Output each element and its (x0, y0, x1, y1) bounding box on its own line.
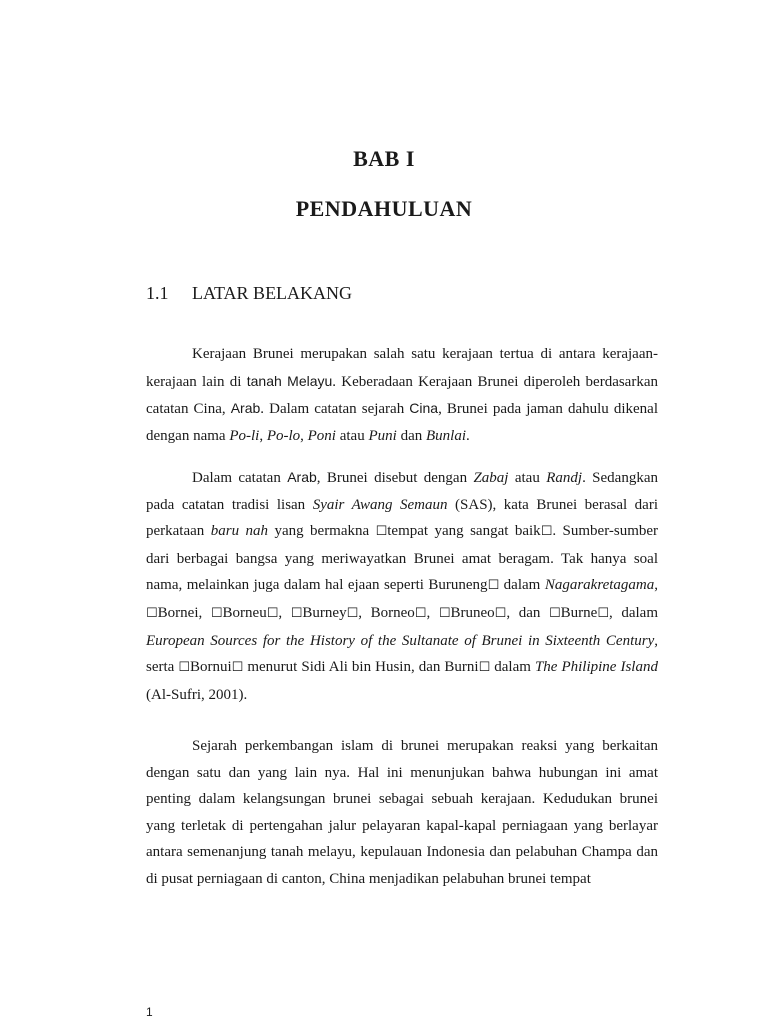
text: atau (508, 470, 547, 486)
paragraph-2 (146, 464, 658, 708)
text: . Dalam catatan sejarah (260, 401, 410, 418)
text: Burne (560, 604, 598, 621)
text: , (426, 604, 439, 621)
text: Bornei, (157, 604, 211, 621)
chapter-number: BAB I (353, 146, 415, 171)
section-heading (146, 283, 352, 304)
page-number: 1 (146, 1005, 153, 1019)
missing-glyph-box: ☐ (438, 605, 451, 621)
text: Bruneo (450, 604, 495, 621)
text: Po-li (229, 427, 260, 444)
text: , dan (506, 604, 549, 621)
text: . Sedangkan pada catatan tradisi lisan (146, 470, 658, 513)
text: Bunlai (425, 427, 466, 444)
missing-glyph-box: ☐ (414, 605, 427, 621)
text: Arab (230, 400, 261, 417)
text: Sejarah perkembangan islam di brunei merupakan reaksi yang berkaitan dengan satu dan yang lain nya. Hal ini menunjukan bahwa hubungan ini amat penting dalam kelangsungan brunei sebagai sebuah kerajaan. Kedudukan brunei yang terletak di pertengahan jalur pelayaran kapal-kapal perniagaan yang berlayar antara semenanjung tanah melayu, kepulauan Indonesia dan pelabuhan Champa dan di pusat perniagaan di canton, China menjadikan pelabuhan brunei tempat (146, 738, 658, 887)
text: , Brunei disebut dengan (316, 470, 474, 486)
text: Borneu (222, 604, 267, 621)
text: Puni (368, 427, 397, 444)
text: tempat yang sangat baik (387, 523, 541, 540)
missing-glyph-box: ☐ (487, 578, 500, 594)
missing-glyph-box: ☐ (290, 605, 303, 621)
text: menurut Sidi Ali bin Husin, dan Burni (243, 659, 479, 676)
text: Syair Awang Semaun (312, 496, 448, 513)
missing-glyph-box: ☐ (540, 524, 553, 540)
text: dalam (499, 577, 545, 594)
missing-glyph-box: ☐ (266, 605, 279, 621)
section-number: 1.1 (146, 283, 169, 303)
text: Randj (546, 470, 583, 486)
text: Zabaj (473, 470, 509, 486)
text: Kerajaan Brunei merupakan salah satu kerajaan tertua di antara kerajaan-kerajaan lain di (146, 346, 658, 390)
missing-glyph-box: ☐ (210, 605, 223, 621)
text: . Keberadaan Kerajaan Brunei diperoleh berdasarkan catatan Cina, (146, 373, 658, 418)
text: Burney (302, 604, 347, 621)
text: Nagarakretagama (544, 577, 655, 594)
missing-glyph-box: ☐ (178, 660, 190, 676)
missing-glyph-box: ☐ (375, 524, 388, 540)
text: . (465, 427, 470, 444)
text: tanah Melayu (246, 372, 333, 389)
text: , (278, 604, 291, 621)
missing-glyph-box: ☐ (346, 605, 359, 621)
text: . Sumber-sumber dari berbagai bangsa yang meriwayatkan Brunei amat beragam. Tak hanya soal nama, melainkan juga dalam hal ejaan seperti Buruneng (146, 523, 659, 594)
missing-glyph-box: ☐ (548, 605, 561, 621)
text: , (300, 427, 308, 444)
missing-glyph-box: ☐ (478, 660, 491, 676)
text: , Brunei pada jaman dahulu dikenal dengan nama (146, 401, 659, 444)
section-title: LATAR BELAKANG (192, 283, 353, 303)
text: Arab (287, 469, 317, 485)
text: , (654, 577, 659, 594)
text: European Sources for the History of the Sultanate of Brunei in Sixteenth Century (146, 632, 655, 649)
text: , Borneo (358, 604, 415, 621)
missing-glyph-box: ☐ (146, 605, 158, 621)
text: yang bermakna (268, 523, 376, 540)
text: , dalam (608, 604, 659, 621)
text: baru nah (210, 523, 269, 540)
paragraph-3 (146, 733, 658, 893)
text: Bornui (190, 659, 232, 676)
missing-glyph-box: ☐ (597, 605, 609, 621)
missing-glyph-box: ☐ (231, 660, 244, 676)
text: Dalam catatan (192, 470, 288, 486)
text: Poni (307, 427, 336, 444)
text: , serta (146, 632, 658, 676)
text: (Al-Sufri, 2001). (146, 686, 248, 703)
text: dalam (490, 659, 535, 676)
missing-glyph-box: ☐ (494, 605, 507, 621)
text: , (259, 427, 267, 444)
chapter-title: PENDAHULUAN (295, 196, 473, 221)
text: (SAS), kata Brunei berasal dari perkataan (146, 496, 658, 540)
paragraph-1 (146, 341, 658, 449)
text: The Philipine Island (534, 659, 658, 676)
text: Cina (409, 400, 439, 417)
text: dan (396, 427, 426, 444)
text: Po-lo (266, 427, 301, 444)
text: atau (335, 427, 369, 444)
